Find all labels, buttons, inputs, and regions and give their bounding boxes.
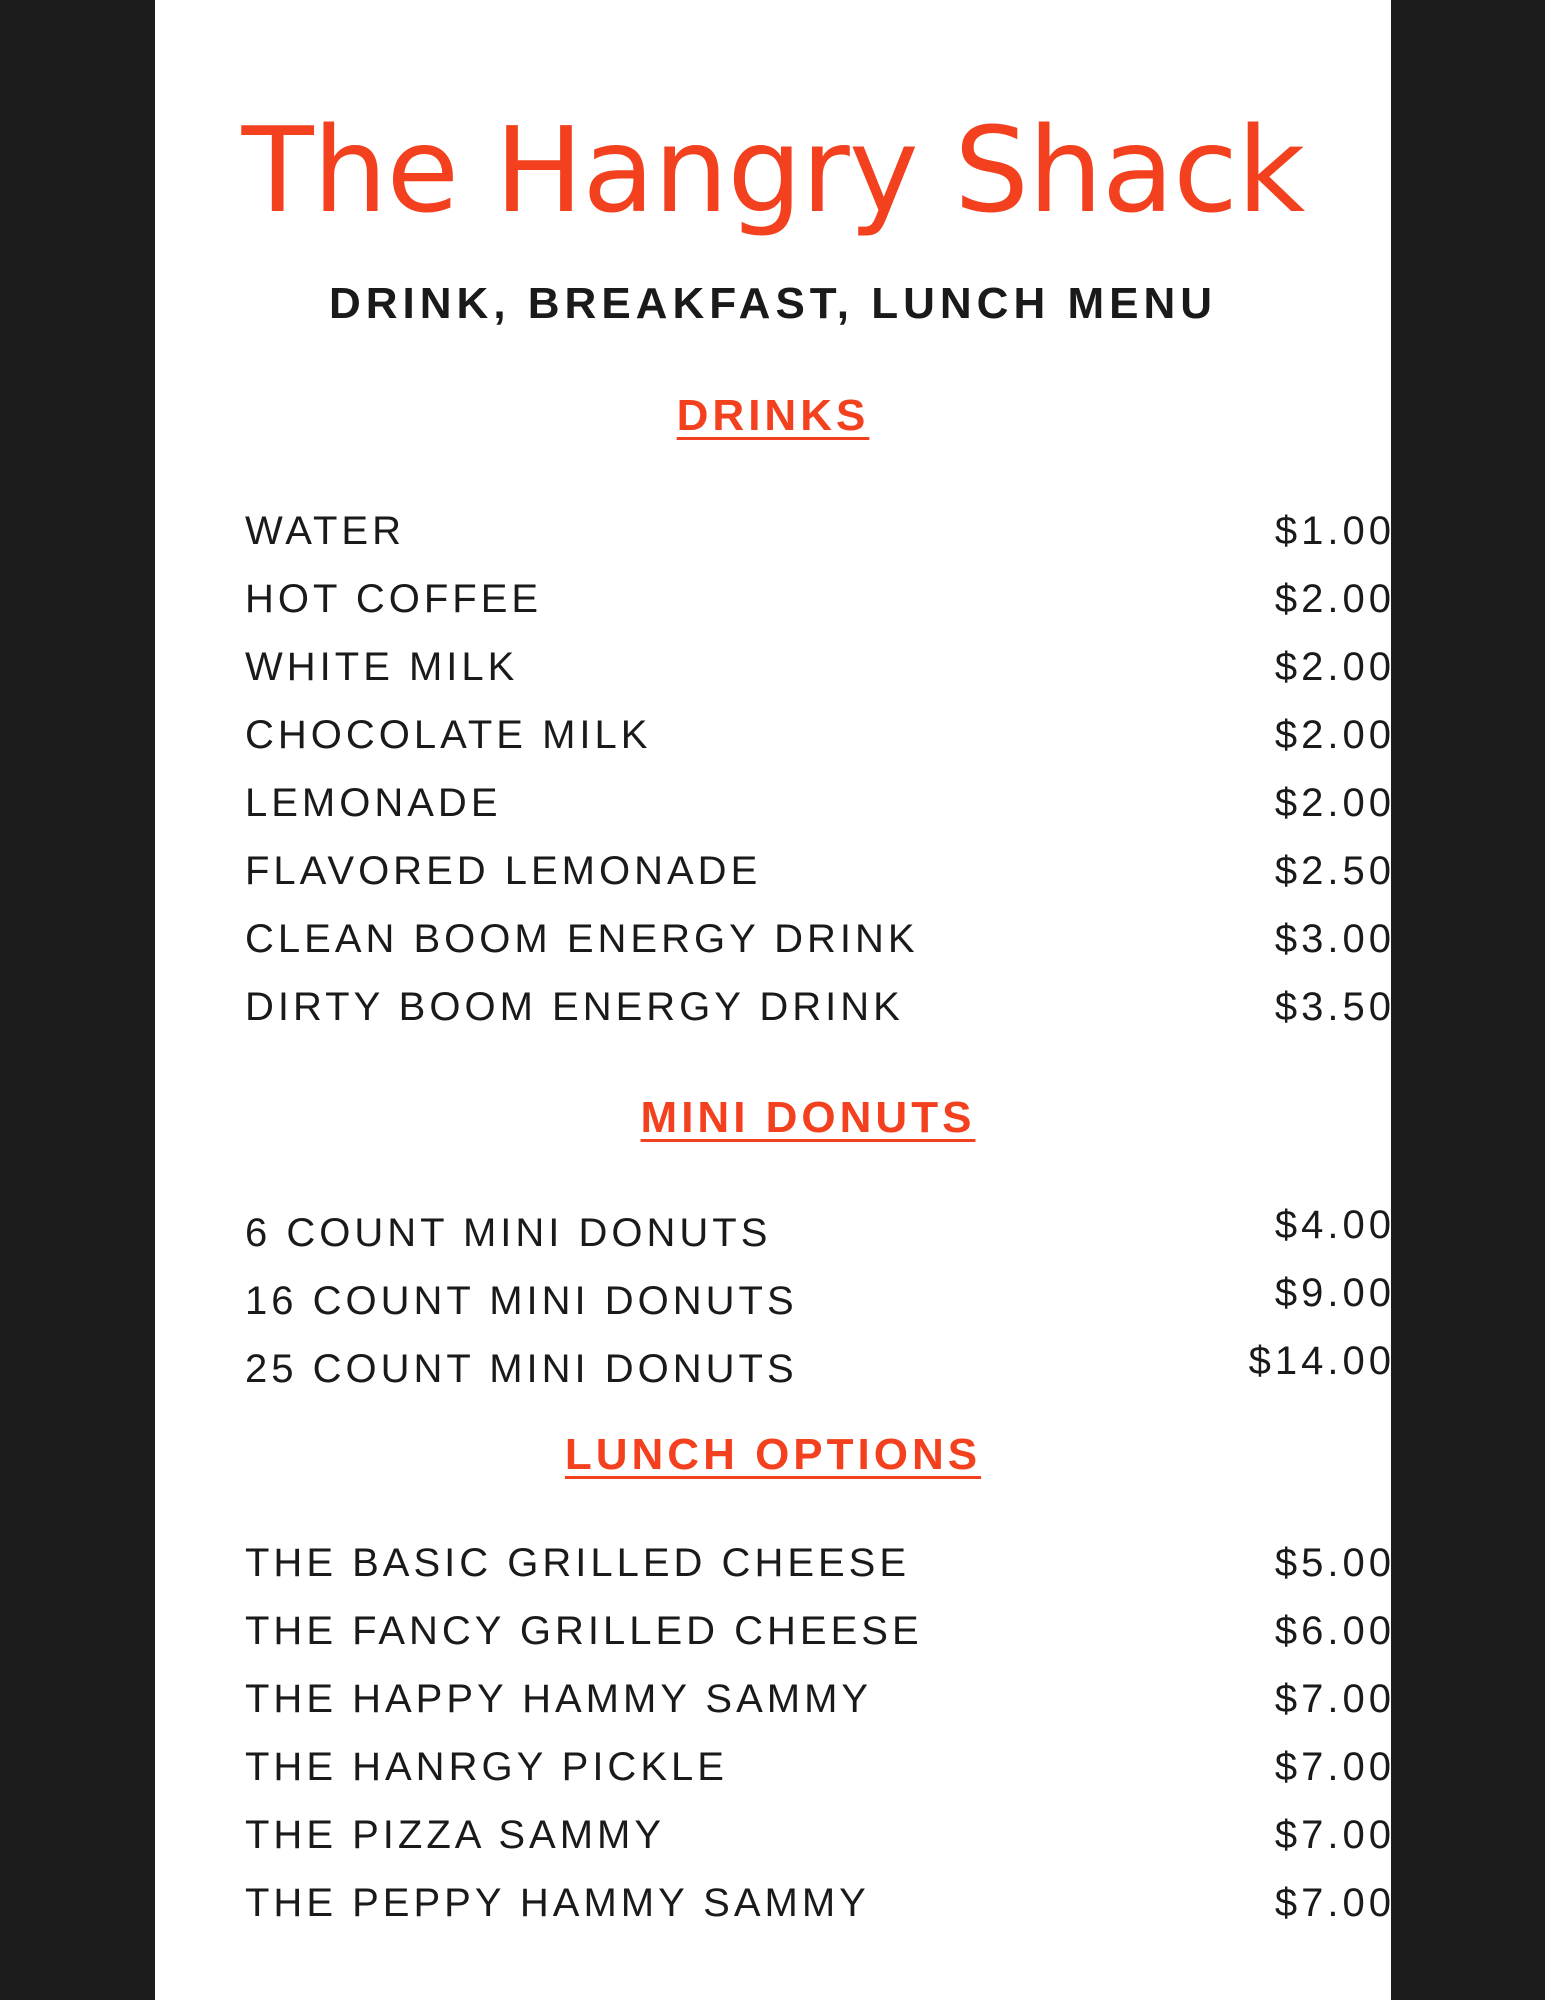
menu-item-name: THE FANCY GRILLED CHEESE xyxy=(245,1609,923,1653)
section-heading-drinks xyxy=(155,388,1391,444)
section-heading-label: MINI DONUTS xyxy=(640,1093,976,1142)
menu-item-price: $9.00 xyxy=(1274,1271,1395,1315)
menu-item xyxy=(245,979,1395,1035)
menu-item-name: 6 COUNT MINI DONUTS xyxy=(245,1211,772,1255)
menu-item-price: $2.50 xyxy=(1274,849,1395,893)
menu-item-name: CLEAN BOOM ENERGY DRINK xyxy=(245,917,919,961)
menu-item xyxy=(245,1875,1395,1931)
menu-item-price: $7.00 xyxy=(1274,1677,1395,1721)
section-heading-mini-donuts xyxy=(190,1090,1426,1146)
menu-item-price: $3.00 xyxy=(1274,917,1395,961)
menu-item-name: THE HANRGY PICKLE xyxy=(245,1745,728,1789)
menu-item-price: $2.00 xyxy=(1274,577,1395,621)
menu-item-price: $6.00 xyxy=(1274,1609,1395,1653)
menu-item-price: $2.00 xyxy=(1274,781,1395,825)
menu-item xyxy=(245,1535,1395,1591)
menu-item xyxy=(245,1603,1395,1659)
menu-item xyxy=(245,1341,1395,1397)
menu-item-price: $2.00 xyxy=(1274,713,1395,757)
menu-item-price: $7.00 xyxy=(1274,1813,1395,1857)
menu-item xyxy=(245,1671,1395,1727)
section-heading-lunch-options xyxy=(155,1427,1391,1483)
menu-item xyxy=(245,503,1395,559)
menu-item-name: 16 COUNT MINI DONUTS xyxy=(245,1279,798,1323)
menu-item-name: HOT COFFEE xyxy=(245,577,543,621)
menu-item xyxy=(245,775,1395,831)
menu-item-price: $2.00 xyxy=(1274,645,1395,689)
menu-item xyxy=(245,571,1395,627)
menu-item-price: $7.00 xyxy=(1274,1881,1395,1925)
menu-item-name: THE PIZZA SAMMY xyxy=(245,1813,666,1857)
menu-item xyxy=(245,843,1395,899)
menu-item-name: CHOCOLATE MILK xyxy=(245,713,652,757)
menu-item xyxy=(245,1807,1395,1863)
menu-item xyxy=(245,1205,1395,1261)
menu-item xyxy=(245,1273,1395,1329)
menu-item-price: $14.00 xyxy=(1248,1339,1395,1383)
menu-item-name: THE HAPPY HAMMY SAMMY xyxy=(245,1677,873,1721)
menu-item-price: $7.00 xyxy=(1274,1745,1395,1789)
menu-title: The Hangry Shack xyxy=(241,101,1305,239)
menu-item-price: $3.50 xyxy=(1274,985,1395,1029)
section-heading-label: DRINKS xyxy=(676,391,870,440)
menu-item xyxy=(245,639,1395,695)
menu-item-name: THE BASIC GRILLED CHEESE xyxy=(245,1541,911,1585)
menu-item-price: $1.00 xyxy=(1274,509,1395,553)
menu-item-price: $4.00 xyxy=(1274,1203,1395,1247)
menu-item-name: WATER xyxy=(245,509,405,553)
menu-item-name: 25 COUNT MINI DONUTS xyxy=(245,1347,798,1391)
menu-item xyxy=(245,911,1395,967)
section-heading-label: LUNCH OPTIONS xyxy=(564,1430,982,1479)
menu-item-name: DIRTY BOOM ENERGY DRINK xyxy=(245,985,904,1029)
menu-item-name: FLAVORED LEMONADE xyxy=(245,849,762,893)
menu-item xyxy=(245,1739,1395,1795)
menu-item-name: THE PEPPY HAMMY SAMMY xyxy=(245,1881,870,1925)
menu-item-name: WHITE MILK xyxy=(245,645,519,689)
menu-item-name: LEMONADE xyxy=(245,781,502,825)
menu-item xyxy=(245,707,1395,763)
menu-item-price: $5.00 xyxy=(1274,1541,1395,1585)
menu-subtitle: DRINK, BREAKFAST, LUNCH MENU xyxy=(329,279,1217,328)
menu-sheet xyxy=(155,0,1395,2000)
